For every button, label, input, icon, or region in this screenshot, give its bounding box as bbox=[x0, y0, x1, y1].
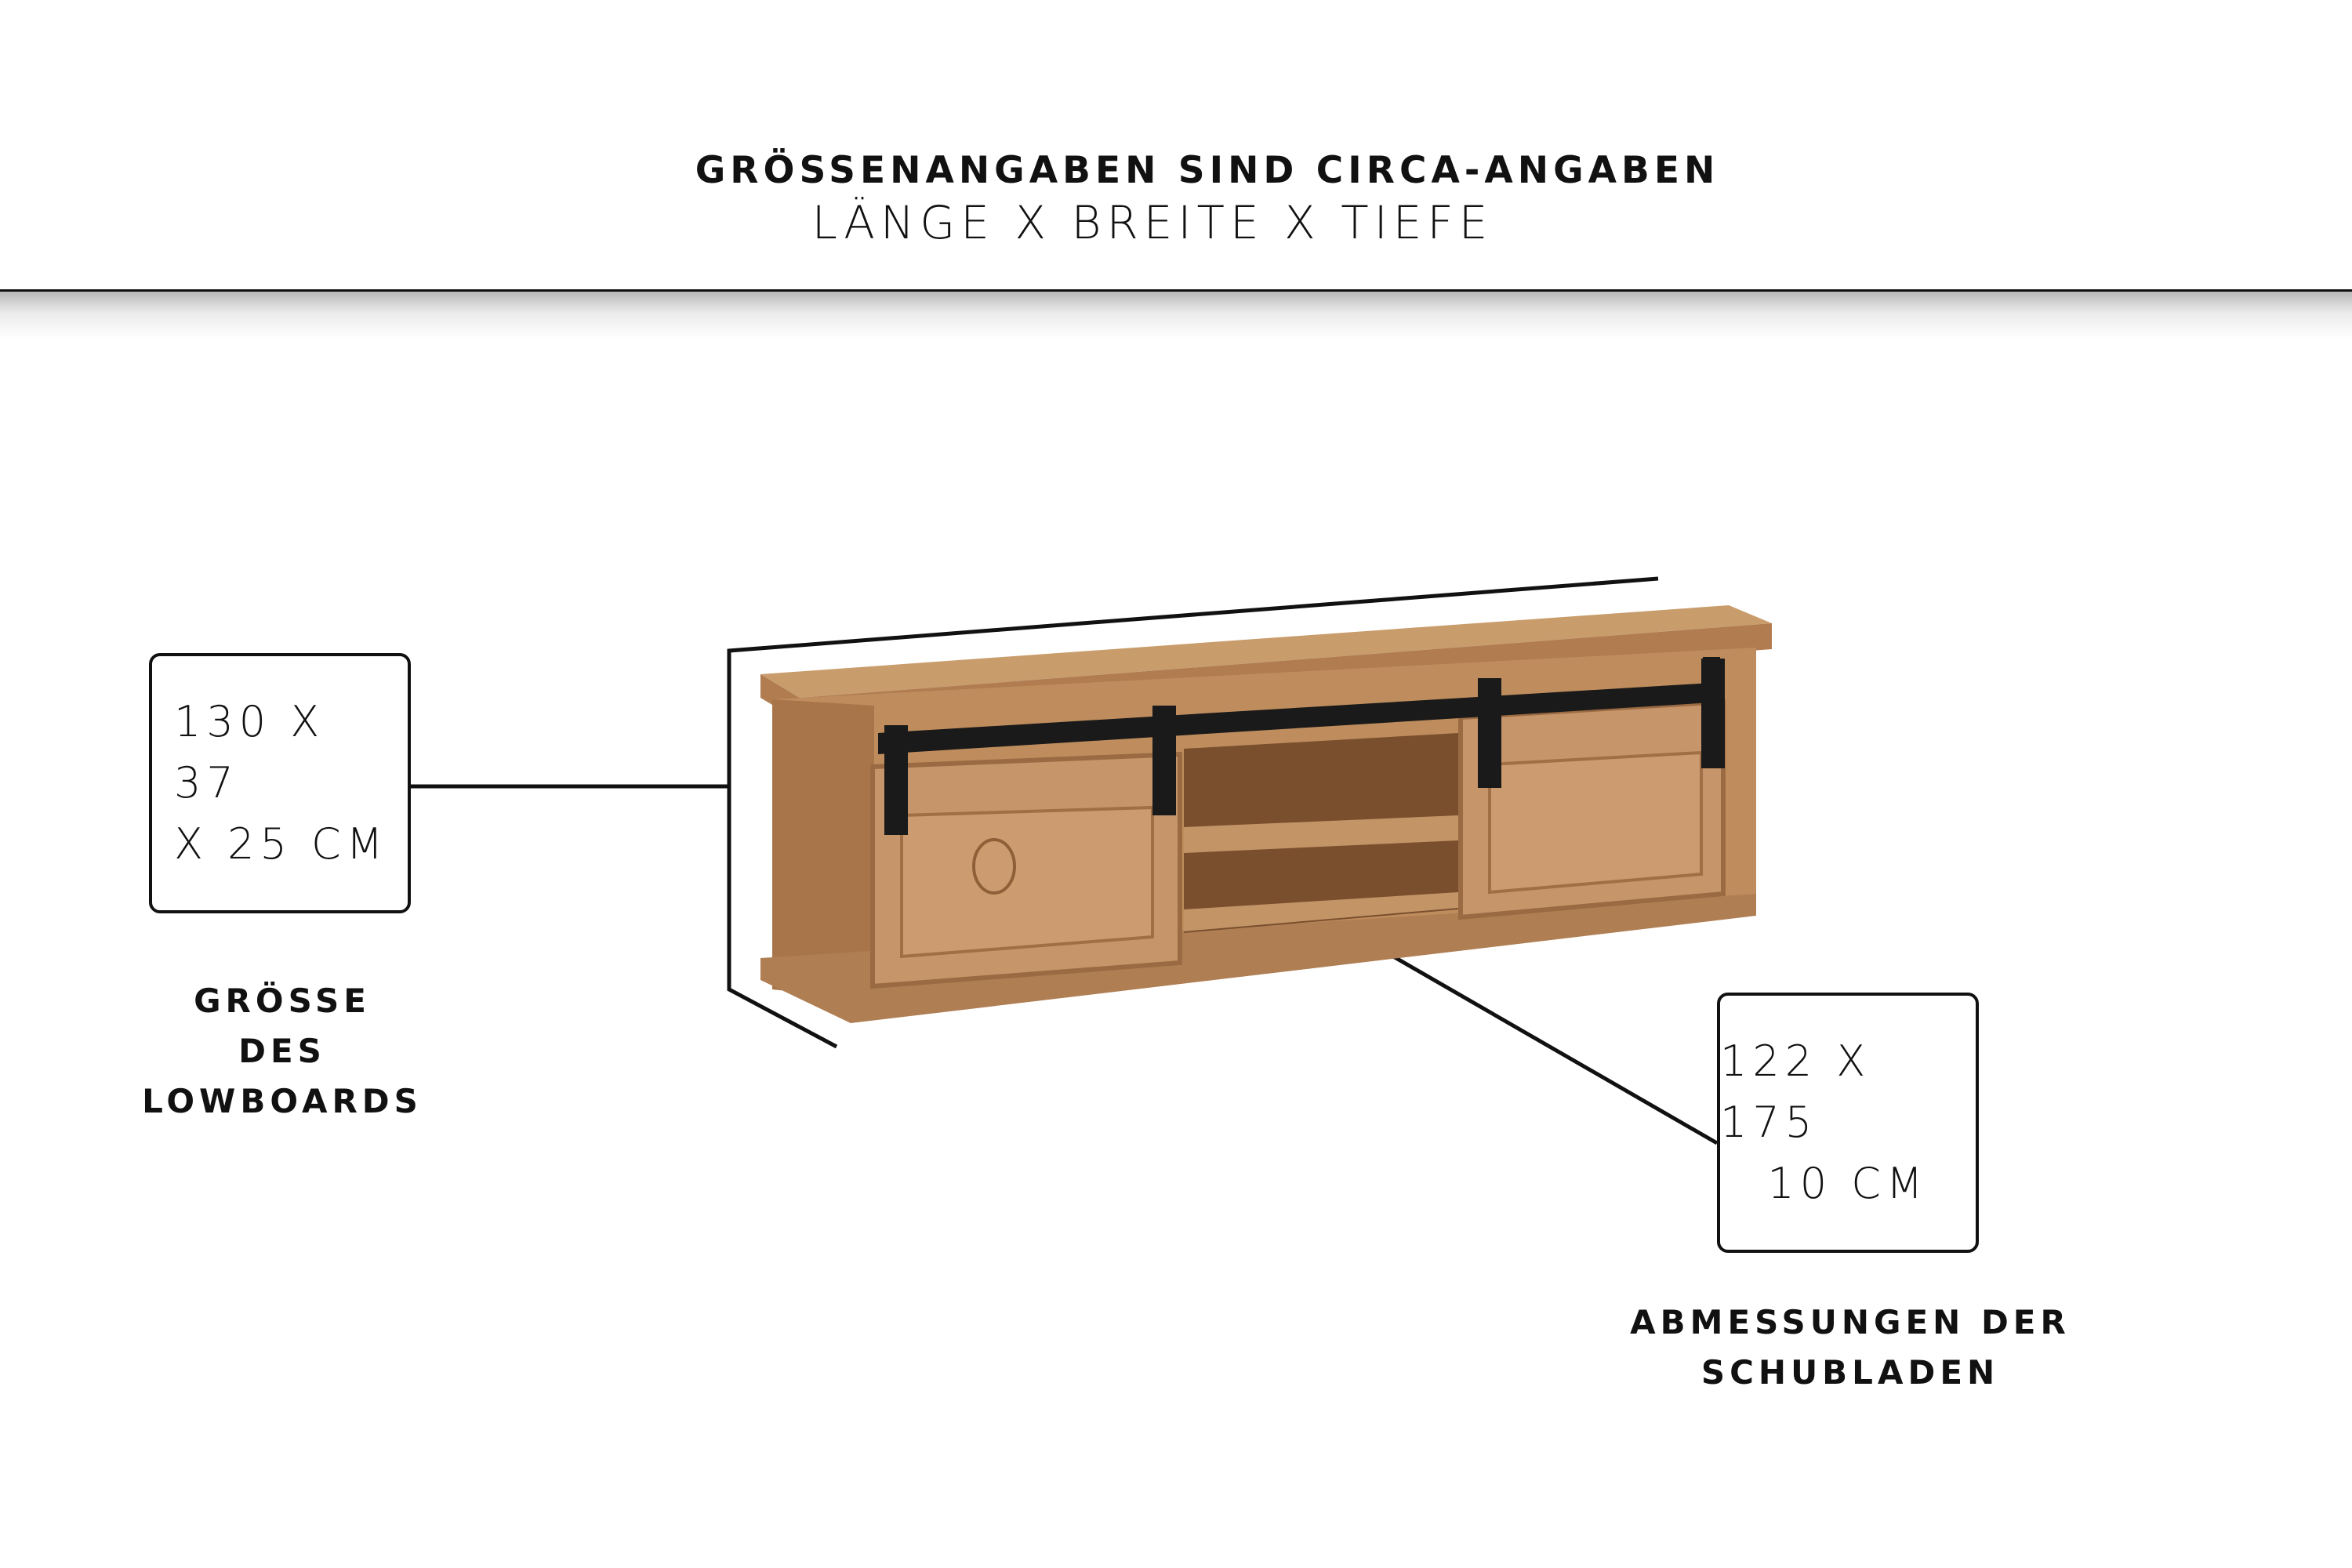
drawer-size-line2: 10 CM bbox=[1767, 1159, 1929, 1208]
lowboard-size-box bbox=[149, 653, 411, 913]
drawer-caption-line: SCHUBLADEN bbox=[1700, 1353, 2000, 1392]
drawer-caption bbox=[1599, 1298, 2101, 1398]
drawer-size-box bbox=[1717, 993, 1979, 1253]
lowboard-caption-line: GRÖSSE bbox=[194, 982, 371, 1020]
left-door-panel bbox=[902, 808, 1152, 956]
drawer-caption-line: ABMESSUNGEN DER bbox=[1630, 1303, 2071, 1341]
lowboard-caption-line: DES bbox=[238, 1032, 326, 1070]
lowboard-image bbox=[760, 605, 1772, 1023]
lowboard-size-line2: X 25 CM bbox=[174, 819, 389, 869]
rail-stop bbox=[1703, 657, 1720, 712]
door-hanger bbox=[884, 725, 908, 835]
right-door-panel bbox=[1490, 753, 1701, 892]
door-hanger bbox=[1152, 706, 1176, 815]
lowboard-caption-line: LOWBOARDS bbox=[142, 1082, 423, 1120]
header bbox=[0, 0, 2352, 290]
drawer-size-line1: 122 X 175 bbox=[1720, 1036, 1871, 1147]
header-title: GRÖSSENANGABEN SIND CIRCA-ANGABEN bbox=[695, 149, 1720, 192]
lowboard-caption bbox=[125, 976, 439, 1127]
header-divider bbox=[0, 289, 2352, 292]
header-subtitle: LÄNGE X BREITE X TIEFE bbox=[811, 196, 1494, 249]
door-hanger bbox=[1478, 678, 1501, 788]
lowboard-size-line1: 130 X 37 bbox=[174, 697, 325, 808]
header-shadow bbox=[0, 292, 2352, 339]
